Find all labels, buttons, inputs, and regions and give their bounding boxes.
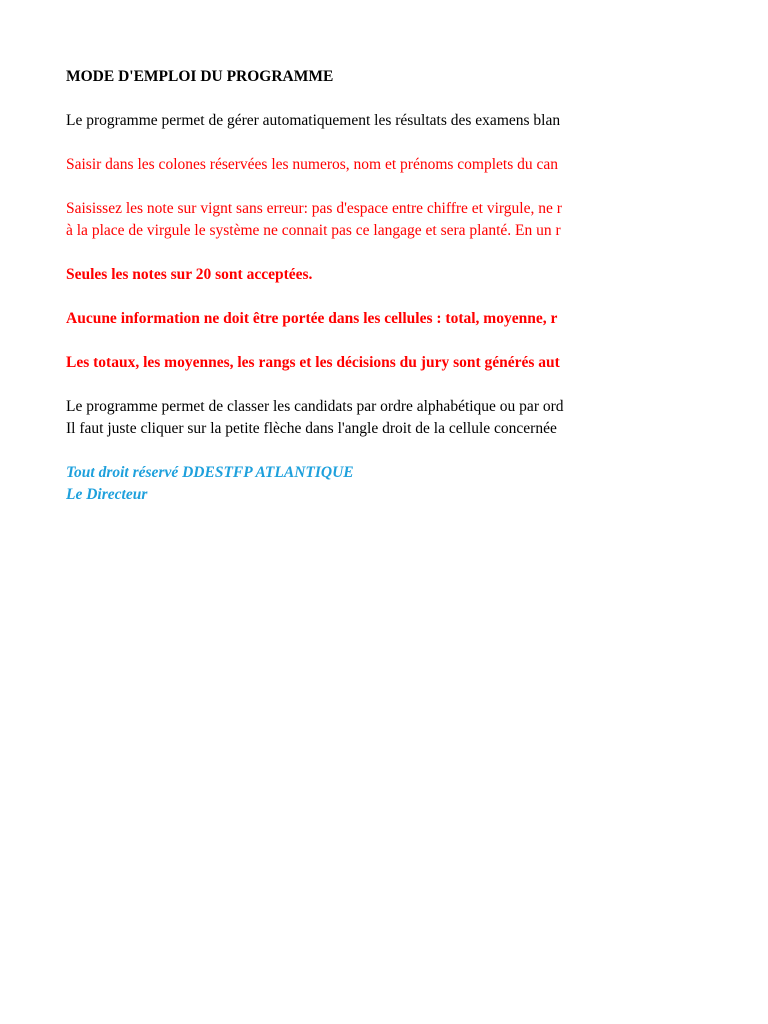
paragraph-auto-generated xyxy=(66,352,641,374)
spacer xyxy=(66,330,641,352)
paragraph-line: Les totaux, les moyennes, les rangs et les décisions du jury sont générés aut xyxy=(66,354,560,371)
paragraph-line: Le programme permet de gérer automatiquement les résultats des examens blan xyxy=(66,112,561,129)
paragraph-sorting xyxy=(66,396,641,440)
document-page xyxy=(66,66,641,966)
paragraph-line: à la place de virgule le système ne connait pas ce langage et sera planté. En un r xyxy=(66,222,561,239)
paragraph-line: Aucune information ne doit être portée dans les cellules : total, moyenne, r xyxy=(66,310,558,327)
paragraph-line: Saisissez les note sur vignt sans erreur: pas d'espace entre chiffre et virgule, ne r xyxy=(66,200,562,217)
spacer xyxy=(66,132,641,154)
paragraph-line: Le programme permet de classer les candidats par ordre alphabétique ou par ord xyxy=(66,398,564,415)
spacer xyxy=(66,176,641,198)
paragraph-intro xyxy=(66,110,641,132)
paragraph-line: Il faut juste cliquer sur la petite flèche dans l'angle droit de la cellule concernée xyxy=(66,420,557,437)
spacer xyxy=(66,440,641,462)
rights-notice: Tout droit réservé DDESTFP ATLANTIQUE xyxy=(66,464,354,481)
paragraph-protected-cells xyxy=(66,308,641,330)
paragraph-grade-scale xyxy=(66,264,641,286)
signature-role: Le Directeur xyxy=(66,486,148,503)
spacer xyxy=(66,88,641,110)
document-title: MODE D'EMPLOI DU PROGRAMME xyxy=(66,68,334,85)
spacer xyxy=(66,242,641,264)
signature-block xyxy=(66,462,641,506)
spacer xyxy=(66,374,641,396)
spacer xyxy=(66,286,641,308)
paragraph-input-columns xyxy=(66,154,641,176)
paragraph-line: Seules les notes sur 20 sont acceptées. xyxy=(66,266,313,283)
paragraph-grade-entry xyxy=(66,198,641,242)
paragraph-line: Saisir dans les colones réservées les numeros, nom et prénoms complets du can xyxy=(66,156,559,173)
